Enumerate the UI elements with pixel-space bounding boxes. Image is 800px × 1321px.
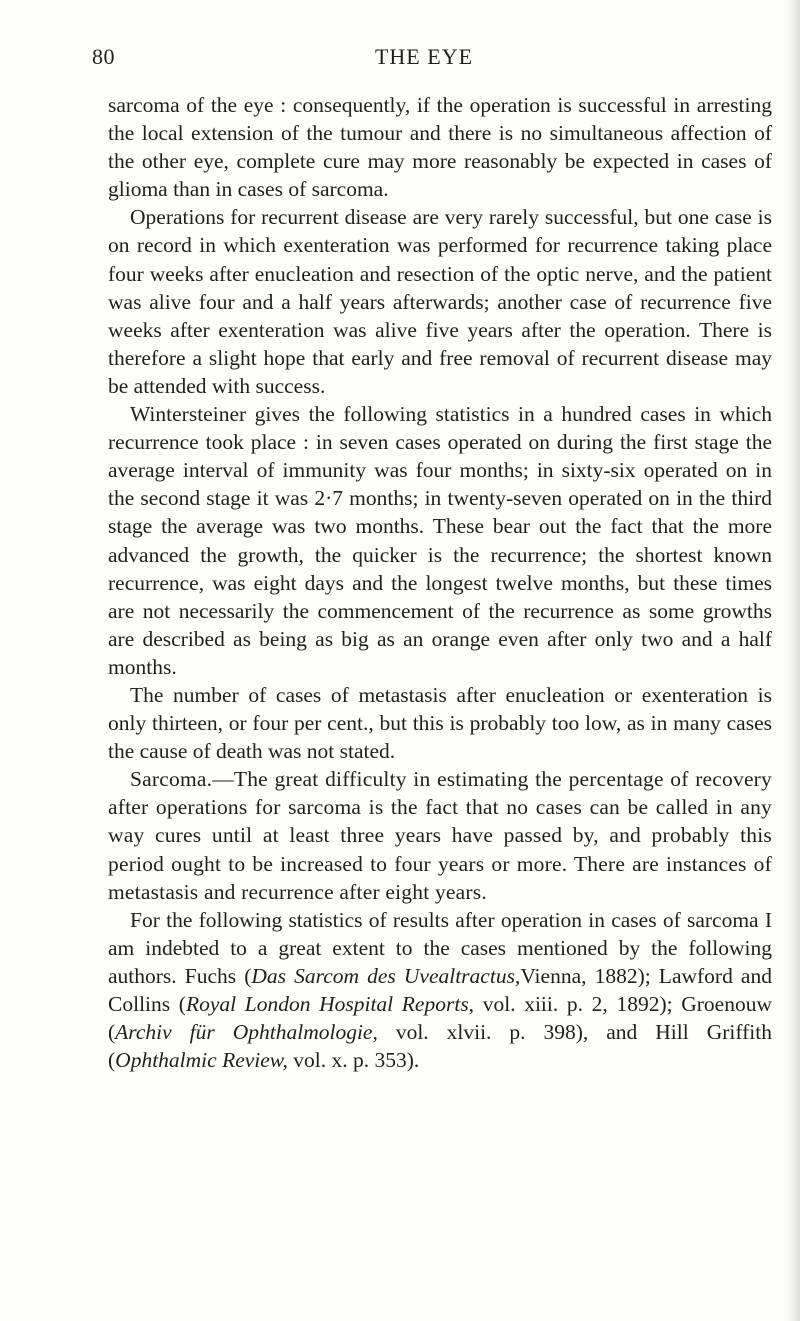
reference-lawford-collins-title: Royal London Hospital Reports, xyxy=(185,992,475,1016)
reference-groenouw-detail: vol. xlvii. p. 398), and Hill Griffith ( xyxy=(108,1020,772,1073)
running-head: THE EYE xyxy=(374,44,474,69)
reference-hill-griffith-detail: vol. x. p. 353). xyxy=(287,1048,420,1073)
paragraph-recurrent-operations: Operations for recurrent disease are very rarely successful, but one case is on record in which exenteration was performed for recurrence taking place four weeks after enucleation and resection of the optic nerve, and the patient was alive four and a half years afterwards; another case of recurrence five weeks after exenteration was alive five years after the operation. There is therefore a slight hope that early and free removal of recurrent disease may be attended with success. xyxy=(108,205,772,398)
paragraph-references xyxy=(108,906,772,1075)
page-edge-shadow xyxy=(786,0,800,1321)
paragraph-sarcoma: Sarcoma.—The great difficulty in estimating the percentage of recovery after operations for sarcoma is the fact that no cases can be called in any way cures until at least three years have passed by, and probably this period ought to be increased to four years or more. There are instances of metastasis and recurrence after eight years. xyxy=(108,767,772,904)
reference-fuchs-detail: Vienna, 1882); Lawford and Collins ( xyxy=(108,963,772,1016)
reference-hill-griffith-title: Ophthalmic Review, xyxy=(115,1048,288,1073)
reference-lawford-collins-detail: vol. xiii. p. 2, 1892); Groenouw ( xyxy=(108,992,772,1045)
page-number: 80 xyxy=(92,44,115,69)
reference-groenouw-title: Archiv für Ophthalmologie, xyxy=(115,1020,378,1045)
paragraph-metastasis: The number of cases of metastasis after enucleation or exenteration is only thirteen, or four per cent., but this is probably too low, as in many cases the cause of death was not stated. xyxy=(108,682,772,764)
page-header xyxy=(92,44,756,74)
references-intro: For the following statistics of results after operation in cases of sarcoma I am indebted to a great extent to the cases mentioned by the following authors. Fuchs ( xyxy=(108,907,772,988)
paragraph-wintersteiner-statistics: Wintersteiner gives the following statistics in a hundred cases in which recurrence took place : in seven cases operated on during the first stage the average interval of immunity was four months; in sixty-six operated on in the second stage it was 2·7 months; in twenty-seven operated on in the third stage the average was two months. These bear out the fact that the more advanced the growth, the quicker is the recurrence; the shortest known recurrence, was eight days and the longest twelve months, but these times are not necessarily the commencement of the recurrence as some growths are described as being as big as an orange even after only two and a half months. xyxy=(108,402,772,679)
body-text xyxy=(108,91,772,1074)
paragraph-continued: sarcoma of the eye : consequently, if the operation is successful in arresting the local extension of the tumour and there is no simultaneous affection of the other eye, complete cure may more reasonably be expected in cases of glioma than in cases of sarcoma. xyxy=(108,93,772,202)
reference-fuchs-title: Das Sarcom des Uvealtractus, xyxy=(251,963,521,988)
